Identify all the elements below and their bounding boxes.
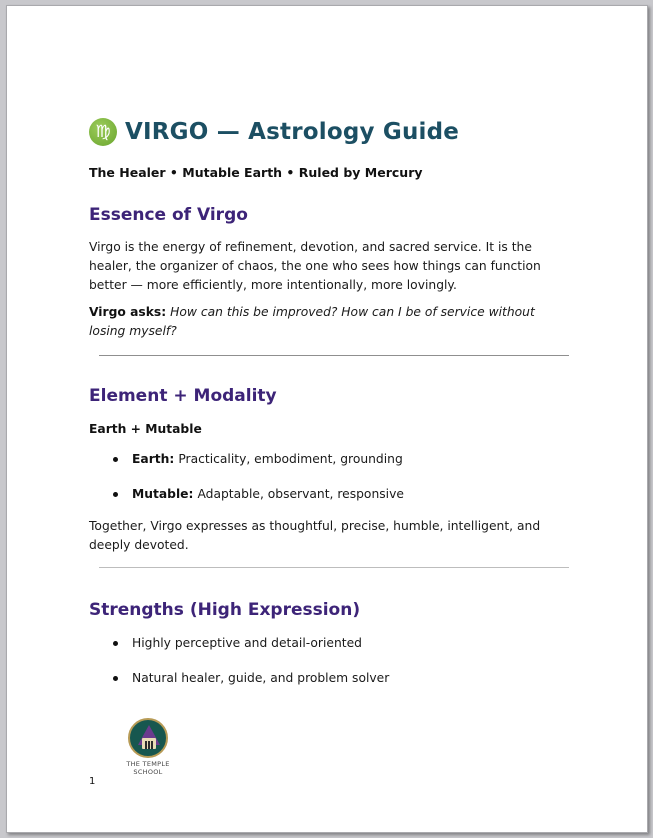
bullet-term: Mutable: (132, 487, 194, 501)
logo-line-2: SCHOOL (133, 767, 163, 776)
logo-text (117, 761, 179, 776)
bullet-icon (113, 492, 118, 497)
section-divider (99, 567, 569, 568)
page-title: VIRGO — Astrology Guide (125, 119, 460, 145)
temple-school-logo (117, 718, 179, 776)
essence-paragraph: Virgo is the energy of refinement, devotion, and sacred service. It is the healer, the organizer of chaos, the one who sees how things can function better — more efficiently, more intentionally, more lovingly. (89, 240, 541, 292)
temple-school-logo-icon (128, 718, 168, 758)
section-heading-strengths: Strengths (High Expression) (89, 600, 361, 620)
bullet-icon (113, 641, 118, 646)
list-item-earth (113, 452, 403, 466)
virgo-asks-text: How can this be improved? How can I be of service without losing myself? (89, 305, 535, 338)
document-page (6, 5, 648, 833)
element-modality-label: Earth + Mutable (89, 422, 202, 436)
section-heading-essence: Essence of Virgo (89, 205, 248, 225)
list-item-mutable (113, 487, 404, 501)
together-paragraph: Together, Virgo expresses as thoughtful, precise, humble, intelligent, and deeply devoted. (89, 519, 541, 552)
subtitle: The Healer • Mutable Earth • Ruled by Mercury (89, 165, 423, 180)
logo-line-1: THE TEMPLE (126, 760, 170, 768)
page-number: 1 (89, 776, 96, 787)
title-row (89, 116, 459, 148)
virgo-symbol-icon: ♍ (89, 118, 117, 146)
section-heading-element-modality: Element + Modality (89, 386, 277, 406)
bullet-text: Highly perceptive and detail-oriented (132, 636, 362, 650)
list-item-strength (113, 636, 362, 650)
bullet-icon (113, 676, 118, 681)
bullet-text: Natural healer, guide, and problem solver (132, 671, 390, 685)
bullet-icon (113, 457, 118, 462)
section-divider (99, 355, 569, 356)
list-item-strength (113, 671, 389, 685)
virgo-asks-paragraph (89, 303, 574, 341)
bullet-text: Practicality, embodiment, grounding (178, 452, 403, 466)
bullet-term: Earth: (132, 452, 175, 466)
virgo-asks-label: Virgo asks: (89, 305, 167, 319)
bullet-text: Adaptable, observant, responsive (197, 487, 404, 501)
